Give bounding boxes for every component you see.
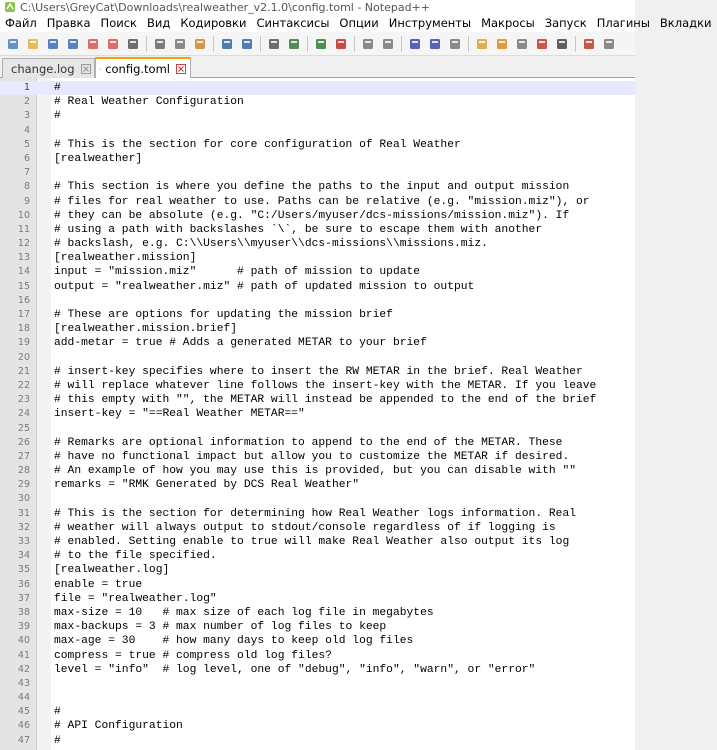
line-number: 5 (23, 138, 30, 150)
line-text[interactable]: max-backups = 3 # max number of log files to keep (54, 621, 387, 634)
tab-close-icon[interactable] (81, 64, 91, 74)
function-list-icon[interactable] (514, 36, 530, 52)
code-line[interactable] (0, 606, 635, 620)
line-text[interactable]: # Remarks are optional information to append to the end of the METAR. These (54, 436, 563, 449)
line-number: 22 (17, 379, 30, 391)
show-all-characters-icon[interactable] (427, 36, 443, 52)
menu-bar (0, 14, 712, 32)
line-number: 12 (17, 238, 30, 250)
toolbar-separator (401, 36, 402, 52)
print-icon[interactable] (125, 36, 141, 52)
code-line[interactable] (0, 549, 635, 563)
line-number: 4 (23, 124, 30, 136)
code-line[interactable] (0, 365, 635, 379)
line-text[interactable]: # Real Weather Configuration (54, 96, 244, 109)
code-line[interactable] (0, 649, 635, 663)
line-number: 23 (17, 394, 30, 406)
menu-item[interactable]: Макросы (481, 16, 535, 30)
line-text[interactable]: # An example of how you may use this is provided, but you can disable with "" (54, 465, 577, 478)
open-file-icon[interactable] (25, 36, 41, 52)
line-number: 34 (17, 550, 30, 562)
menu-item[interactable]: Опции (339, 16, 379, 30)
line-number: 37 (17, 592, 30, 604)
code-line[interactable] (0, 294, 635, 308)
line-number: 21 (17, 365, 30, 377)
tab-label: change.log (11, 61, 75, 76)
code-line[interactable] (0, 634, 635, 648)
title-bar (0, 0, 635, 14)
menu-item[interactable]: Правка (46, 16, 91, 30)
line-text[interactable]: # to the file specified. (54, 550, 217, 563)
line-number: 17 (17, 309, 30, 320)
tab-change-log[interactable] (2, 58, 95, 78)
line-text[interactable]: # have no functional impact but allow you to customize the METAR if desired. (54, 450, 570, 463)
code-line[interactable] (0, 478, 635, 492)
code-line[interactable] (0, 691, 635, 705)
line-text[interactable]: # will replace whatever line follows the insert-key with the METAR. If you leave (54, 379, 597, 392)
line-text[interactable]: compress = true # compress old log files? (54, 649, 332, 662)
record-macro-icon[interactable] (581, 36, 597, 52)
tab-label: config.toml (105, 61, 170, 76)
window-title: C:\Users\GreyCat\Downloads\realweather_v2.1.0\config.toml - Notepad++ (20, 0, 430, 14)
zoom-out-icon[interactable] (333, 36, 349, 52)
toolbar-separator (213, 36, 214, 52)
tab-bar (0, 56, 635, 78)
code-line[interactable] (0, 592, 635, 606)
line-number: 27 (17, 450, 30, 462)
line-text[interactable]: # This is the section for core configuration of Real Weather (54, 138, 461, 151)
line-text[interactable]: level = "info" # log level, one of "debug", "info", "warn", or "error" (54, 663, 536, 676)
menu-item[interactable]: Синтаксисы (256, 16, 330, 30)
menu-item[interactable]: Вид (146, 16, 171, 30)
code-line[interactable] (0, 124, 635, 138)
line-number: 41 (17, 649, 30, 661)
code-line[interactable] (0, 237, 635, 251)
code-line[interactable] (0, 407, 635, 421)
line-number: 47 (17, 734, 30, 746)
line-number: 42 (17, 663, 30, 675)
line-number: 6 (23, 152, 30, 164)
line-text[interactable]: [realweather.log] (54, 564, 170, 577)
line-number: 30 (17, 493, 30, 505)
redo-icon[interactable] (239, 36, 255, 52)
line-number: 45 (17, 706, 30, 718)
line-text[interactable]: file = "realweather.log" (54, 592, 217, 605)
code-line[interactable] (0, 280, 635, 294)
line-number: 14 (17, 266, 30, 278)
line-text[interactable]: [realweather] (54, 152, 143, 165)
line-text[interactable]: enable = true (54, 578, 143, 591)
replace-icon[interactable] (286, 36, 302, 52)
code-line[interactable] (0, 492, 635, 506)
code-line[interactable] (0, 719, 635, 733)
line-number: 16 (17, 294, 30, 306)
line-number: 28 (17, 465, 30, 477)
line-number: 29 (17, 479, 30, 491)
line-text[interactable]: # (54, 110, 61, 123)
line-number: 1 (23, 82, 30, 93)
menu-item[interactable]: Плагины (596, 16, 650, 30)
line-number: 15 (17, 280, 30, 292)
menu-item[interactable]: Запуск (544, 16, 587, 30)
line-number: 38 (17, 606, 30, 618)
line-text[interactable]: # enabled. Setting enable to true will make Real Weather also output its log (54, 536, 570, 548)
line-number: 39 (17, 621, 30, 633)
line-number: 7 (23, 167, 30, 179)
code-line[interactable] (0, 81, 635, 95)
sync-vertical-icon[interactable] (360, 36, 376, 52)
code-line[interactable] (0, 620, 635, 634)
code-line[interactable] (0, 436, 635, 450)
line-text[interactable]: # files for real weather to use. Paths can be relative (e.g. "mission.miz"), or (54, 195, 590, 208)
line-text[interactable]: # weather will always output to stdout/console regardless of if logging is (54, 521, 556, 534)
code-line[interactable] (0, 322, 635, 336)
line-number: 9 (23, 195, 30, 207)
line-text[interactable]: # using a path with backslashes `\`, be sure to escape them with another (54, 223, 543, 236)
line-text[interactable]: # (54, 734, 61, 747)
code-line[interactable] (0, 180, 635, 194)
user-defined-language-icon[interactable] (474, 36, 490, 52)
line-number: 19 (17, 337, 30, 349)
code-line[interactable] (0, 705, 635, 719)
undo-icon[interactable] (219, 36, 235, 52)
code-line[interactable] (0, 265, 635, 279)
toolbar (0, 32, 635, 56)
line-text[interactable]: # This section is where you define the paths to the input and output mission (54, 181, 570, 194)
line-number: 33 (17, 536, 30, 547)
line-text[interactable]: # they can be absolute (e.g. "C:/Users/myuser/dcs-missions/mission.miz"). If (54, 209, 570, 222)
code-line[interactable] (0, 379, 635, 393)
code-line[interactable] (0, 109, 635, 123)
line-number: 43 (17, 677, 30, 689)
file-saved-icon (100, 63, 101, 75)
monitoring-icon[interactable] (554, 36, 570, 52)
line-text[interactable]: # These are options for updating the mission brief (54, 309, 393, 321)
line-number: 10 (17, 209, 30, 221)
code-line[interactable] (0, 351, 635, 365)
toolbar-separator (575, 36, 576, 52)
code-line[interactable] (0, 138, 635, 152)
code-line[interactable] (0, 336, 635, 350)
line-text[interactable]: remarks = "RMK Generated by DCS Real Weather" (54, 479, 360, 492)
toolbar-separator (260, 36, 261, 52)
code-line[interactable] (0, 663, 635, 677)
code-line[interactable] (0, 677, 635, 691)
line-number: 36 (17, 578, 30, 590)
line-text[interactable]: max-age = 30 # how many days to keep old log files (54, 635, 414, 648)
code-line[interactable] (0, 734, 635, 748)
close-all-icon[interactable] (105, 36, 121, 52)
find-icon[interactable] (266, 36, 282, 52)
tab-config-toml[interactable] (95, 57, 191, 78)
folder-as-workspace-icon[interactable] (534, 36, 550, 52)
line-text[interactable]: input = "mission.miz" # path of mission to update (54, 266, 421, 279)
toolbar-separator (146, 36, 147, 52)
line-number: 8 (23, 181, 30, 193)
notepadpp-app-icon (4, 1, 16, 13)
code-line[interactable] (0, 152, 635, 166)
line-text[interactable]: [realweather.mission] (54, 252, 197, 265)
line-text[interactable]: # API Configuration (54, 720, 183, 733)
line-number: 3 (23, 110, 30, 122)
line-number: 46 (17, 720, 30, 732)
line-number: 32 (17, 521, 30, 533)
code-line[interactable] (0, 209, 635, 223)
document-map-icon[interactable] (494, 36, 510, 52)
code-line[interactable] (0, 578, 635, 592)
save-all-icon[interactable] (65, 36, 81, 52)
line-text[interactable]: add-metar = true # Adds a generated METAR to your brief (54, 337, 427, 350)
line-text[interactable]: # (54, 706, 61, 719)
code-lines[interactable] (0, 81, 635, 748)
line-text[interactable]: # insert-key specifies where to insert the RW METAR in the brief. Real Weather (54, 365, 583, 378)
code-line[interactable] (0, 422, 635, 436)
line-text[interactable]: # This is the section for determining how Real Weather logs information. Real (54, 507, 577, 520)
line-number: 25 (17, 422, 30, 434)
line-number: 31 (17, 507, 30, 519)
code-line[interactable] (0, 251, 635, 265)
line-text[interactable]: [realweather.mission.brief] (54, 323, 238, 336)
menu-item[interactable]: Файл (5, 16, 37, 30)
word-wrap-icon[interactable] (407, 36, 423, 52)
line-text[interactable]: output = "realweather.miz" # path of updated mission to output (54, 280, 475, 293)
stop-record-icon[interactable] (601, 36, 617, 52)
line-number: 18 (17, 323, 30, 335)
code-line[interactable] (0, 95, 635, 109)
editor[interactable] (0, 78, 635, 750)
menu-item[interactable]: Кодировки (180, 16, 247, 30)
toolbar-separator (468, 36, 469, 52)
line-number: 40 (17, 635, 30, 647)
line-text[interactable]: # this empty with "", the METAR will instead be appended to the end of the brief (54, 394, 597, 407)
code-line[interactable] (0, 308, 635, 322)
code-line[interactable] (0, 195, 635, 209)
new-file-icon[interactable] (5, 36, 21, 52)
indent-guide-icon[interactable] (447, 36, 463, 52)
line-text[interactable]: max-size = 10 # max size of each log file in megabytes (54, 606, 434, 619)
line-number: 24 (17, 408, 30, 420)
line-number: 13 (17, 252, 30, 264)
code-line[interactable] (0, 507, 635, 521)
code-line[interactable] (0, 166, 635, 180)
menu-item[interactable]: Инструменты (388, 16, 472, 30)
menu-item[interactable]: Вкладки (659, 16, 712, 30)
line-number: 35 (17, 564, 30, 576)
code-line[interactable] (0, 563, 635, 577)
toolbar-separator (354, 36, 355, 52)
line-text[interactable]: # (54, 82, 61, 94)
code-line[interactable] (0, 535, 635, 549)
copy-icon[interactable] (172, 36, 188, 52)
zoom-in-icon[interactable] (313, 36, 329, 52)
code-line[interactable] (0, 521, 635, 535)
code-line[interactable] (0, 464, 635, 478)
code-line[interactable] (0, 393, 635, 407)
cut-icon[interactable] (152, 36, 168, 52)
line-number: 26 (17, 436, 30, 448)
line-number: 11 (17, 223, 30, 235)
paste-icon[interactable] (192, 36, 208, 52)
line-number: 2 (23, 96, 30, 108)
line-text[interactable]: insert-key = "==Real Weather METAR==" (54, 408, 305, 421)
sync-horizontal-icon[interactable] (380, 36, 396, 52)
code-line[interactable] (0, 450, 635, 464)
tab-close-icon[interactable] (176, 64, 186, 74)
toolbar-separator (307, 36, 308, 52)
line-number: 44 (17, 692, 30, 704)
close-icon[interactable] (85, 36, 101, 52)
line-text[interactable]: # backslash, e.g. C:\\Users\\myuser\\dcs-missions\\missions.miz. (54, 238, 488, 251)
line-number: 20 (17, 351, 30, 363)
save-icon[interactable] (45, 36, 61, 52)
menu-item[interactable]: Поиск (100, 16, 137, 30)
code-line[interactable] (0, 223, 635, 237)
